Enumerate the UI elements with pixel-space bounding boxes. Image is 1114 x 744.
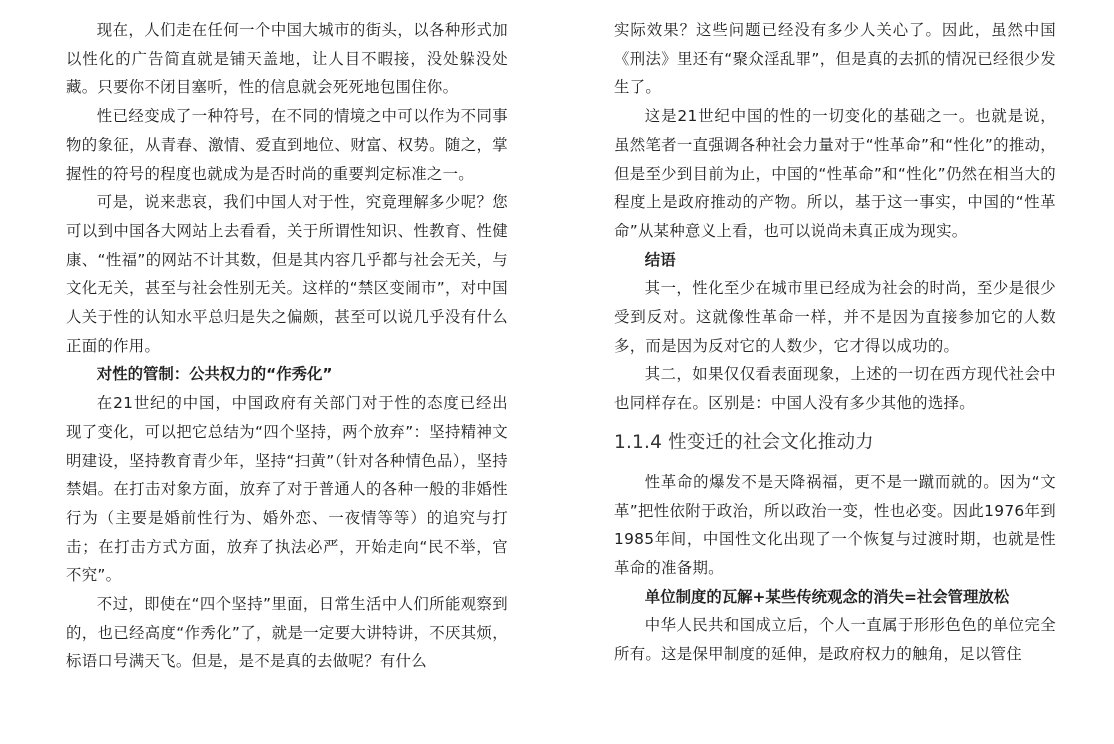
section-title: 1.1.4 性变迁的社会文化推动力 [614,431,874,453]
paragraph: 可是，说来悲哀，我们中国人对于性，究竟理解多少呢？您可以到中国各大网站上去看看，关于所谓性知识、性教育、性健康、“性福”的网站不计其数，但是其内容几乎都与社会无关，与文化无关，甚至与社会性别无关。这样的“禁区变闹市”，对中国人关于性的认知水平总归是失之偏颇，甚至可以说几乎没有什么正面的作用。 [66,193,508,355]
paragraph: 其一，性化至少在城市里已经成为社会的时尚，至少是很少受到反对。这就像性革命一样，并不是因为直接参加它的人数多，而是因为反对它的人数少，它才得以成功的。 [614,279,1056,355]
subheading: 对性的管制：公共权力的“作秀化” [96,365,333,384]
right-column [614,16,1056,669]
paragraph: 中华人民共和国成立后，个人一直属于形形色色的单位完全所有。这是保甲制度的延伸，是政府权力的触角，足以管住 [614,616,1056,664]
paragraph: 性革命的爆发不是天降祸福，更不是一蹴而就的。因为“文革”把性依附于政治，所以政治一变，性也必变。因此1976年到1985年间，中国性文化出现了一个恢复与过渡时期，也就是性革命的准备期。 [614,472,1056,577]
subheading: 单位制度的瓦解+某些传统观念的消失=社会管理放松 [644,587,1010,606]
paragraph: 不过，即使在“四个坚持”里面，日常生活中人们所能观察到的，也已经高度“作秀化”了，就是一定要大讲特讲，不厌其烦，标语口号满天飞。但是，是不是真的去做呢？有什么 [66,595,508,671]
paragraph: 性已经变成了一种符号，在不同的情境之中可以作为不同事物的象征，从青春、激情、爱直到地位、财富、权势。随之，掌握性的符号的程度也就成为是否时尚的重要判定标准之一。 [66,107,508,183]
paragraph: 在21世纪的中国，中国政府有关部门对于性的态度已经出现了变化，可以把它总结为“四个坚持，两个放弃”：坚持精神文明建设，坚持教育青少年，坚持“扫黄”（针对各种情色品），坚持禁娼。在打击对象方面，放弃了对于普通人的各种一般的非婚性行为（主要是婚前性行为、婚外恋、一夜情等等）的追究与打击；在打击方式方面，放弃了执法必严，开始走向“民不举，官不究”。 [66,394,508,585]
paragraph: 这是21世纪中国的性的一切变化的基础之一。也就是说，虽然笔者一直强调各种社会力量对于“性革命”和“性化”的推动，但是至少到目前为止，中国的“性革命”和“性化”仍然在相当大的程度上是政府推动的产物。所以，基于这一事实，中国的“性革命”从某种意义上看，也可以说尚未真正成为现实。 [614,107,1056,240]
paragraph-continued: 实际效果？这些问题已经没有多少人关心了。因此，虽然中国《刑法》里还有“聚众淫乱罪”，但是真的去抓的情况已经很少发生了。 [614,21,1056,97]
paragraph: 其二，如果仅仅看表面现象，上述的一切在西方现代社会中也同样存在。区别是：中国人没有多少其他的选择。 [614,365,1056,413]
left-column [66,16,508,676]
paragraph: 现在，人们走在任何一个中国大城市的街头，以各种形式加以性化的广告简直就是铺天盖地，让人目不暇接，没处躲没处藏。只要你不闭目塞听，性的信息就会死死地包围住你。 [66,21,508,97]
subheading-conclusion: 结语 [644,250,676,269]
